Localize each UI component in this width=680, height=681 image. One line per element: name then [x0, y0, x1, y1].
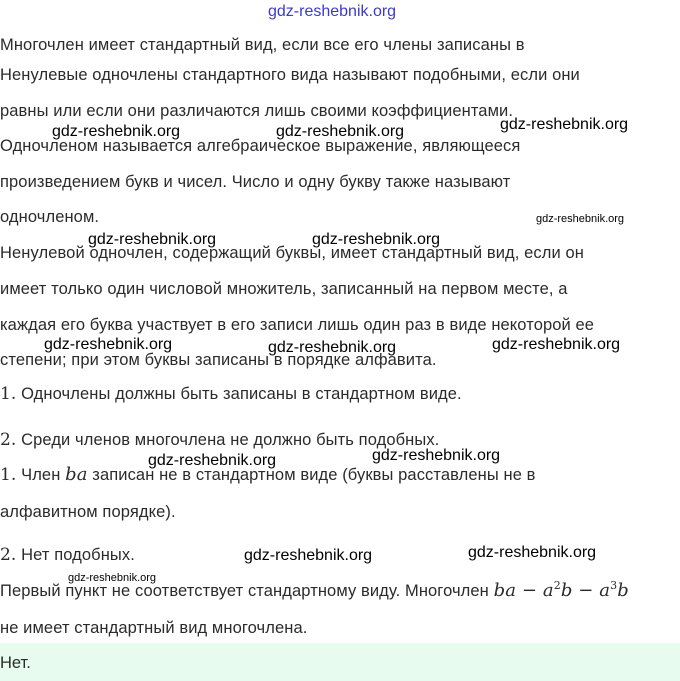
theory-line: Одночленом называется алгебраическое выражение, являющееся: [0, 137, 521, 155]
theory-line: равны или если они различаются лишь своими коэффициентами.: [0, 102, 514, 120]
watermark: gdz-reshebnik.org: [68, 572, 157, 584]
analysis-text: записан не в стандартном виде (буквы расставлены не в: [92, 466, 536, 484]
analysis-text: Член: [21, 466, 61, 484]
watermark: gdz-reshebnik.org: [88, 231, 217, 248]
condition-text: Среди членов многочлена не должно быть подобных.: [21, 431, 440, 449]
watermark: gdz-reshebnik.org: [148, 452, 277, 469]
analysis-text: Нет подобных.: [21, 546, 135, 564]
watermark-top[interactable]: gdz-reshebnik.org: [268, 3, 397, 20]
watermark: gdz-reshebnik.org: [536, 213, 625, 225]
conclusion-line: [0, 581, 629, 601]
condition-number: 2.: [0, 430, 17, 450]
theory-line: Ненулевые одночлены стандартного вида называют подобными, если они: [0, 66, 580, 84]
theory-line: Многочлен имеет стандартный вид, если все его члены записаны в: [0, 36, 525, 54]
polynomial-formula: ba − $a^2b - a^3b$: [493, 579, 629, 601]
analysis-item-2: [0, 545, 135, 565]
answer-box: [0, 643, 680, 681]
condition-2: [0, 430, 439, 450]
conclusion-cont: не имеет стандартный вид многочлена.: [0, 619, 308, 637]
watermark: gdz-reshebnik.org: [492, 336, 621, 353]
analysis-number: 1.: [0, 465, 17, 485]
theory-line: Ненулевой одночлен, содержащий буквы, имеет стандартный вид, если он: [0, 244, 584, 262]
condition-1: [0, 384, 462, 404]
watermark: gdz-reshebnik.org: [372, 447, 501, 464]
answer-text: Нет.: [0, 654, 31, 672]
analysis-number: 2.: [0, 545, 17, 565]
analysis-item-1: [0, 465, 536, 485]
theory-line: каждая его буква участвует в его записи лишь один раз в виде некоторой ее: [0, 316, 595, 334]
theory-line: одночленом.: [0, 208, 100, 226]
theory-line: имеет только один числовой множитель, записанный на первом месте, а: [0, 280, 568, 298]
theory-line: степени; при этом буквы записаны в порядке алфавита.: [0, 351, 437, 369]
condition-number: 1.: [0, 384, 17, 404]
watermark: gdz-reshebnik.org: [52, 123, 181, 140]
watermark: gdz-reshebnik.org: [276, 123, 405, 140]
watermark: gdz-reshebnik.org: [500, 116, 629, 133]
watermark: gdz-reshebnik.org: [244, 547, 373, 564]
watermark: gdz-reshebnik.org: [44, 336, 173, 353]
watermark: gdz-reshebnik.org: [268, 339, 397, 356]
theory-line: произведением букв и чисел. Число и одну букву также называют: [0, 173, 511, 191]
conclusion-text: Первый пункт не соответствует стандартному виду. Многочлен: [0, 582, 489, 600]
analysis-item-1-cont: алфавитном порядке).: [0, 503, 176, 521]
watermark: gdz-reshebnik.org: [312, 231, 441, 248]
math-term: ba: [65, 464, 88, 485]
watermark: gdz-reshebnik.org: [468, 544, 597, 561]
condition-text: Одночлены должны быть записаны в стандартном виде.: [21, 385, 462, 403]
